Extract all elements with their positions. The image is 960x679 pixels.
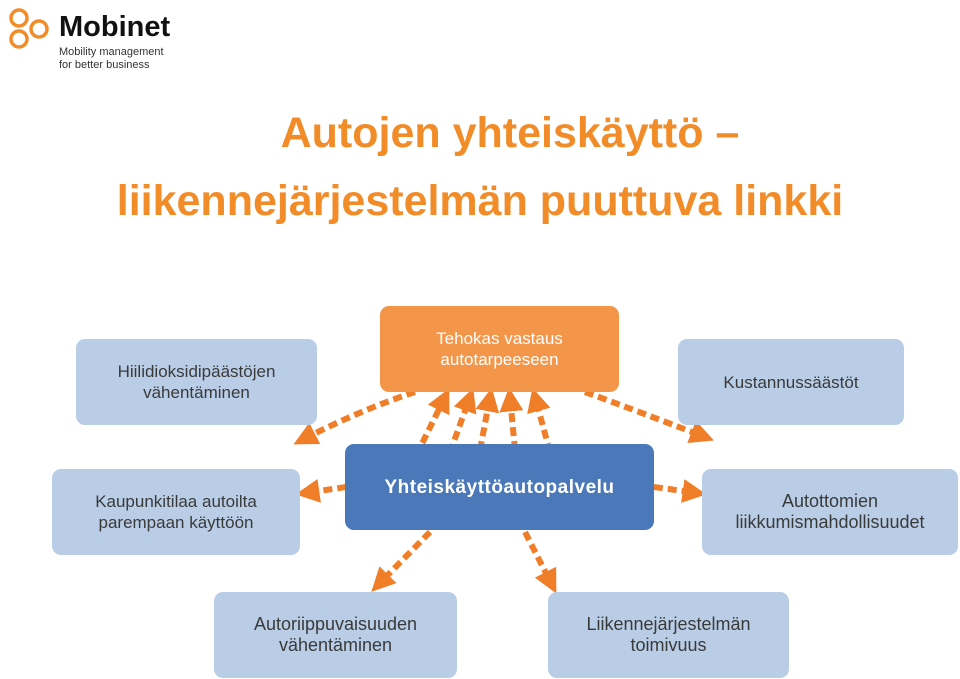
node-autoriippuvaisuus	[214, 592, 457, 678]
title-line-2: liikennejärjestelmän puuttuva linkki	[116, 177, 844, 225]
node-autottomien-label: Autottomien liikkumismahdollisuudet	[735, 491, 925, 532]
node-hiilidioksidi-label: Hiilidioksidipäästöjen vähentäminen	[117, 362, 276, 402]
node-tehokas-vastaus	[380, 306, 619, 392]
node-autoriippuvaisuus-label: Autoriippuvaisuuden vähentäminen	[253, 614, 418, 655]
arrow-to-liikennejarjestelma	[525, 532, 552, 585]
arrow-to-tehokas-3	[480, 397, 490, 450]
node-kaupunkitila-label: Kaupunkitilaa autoilta parempaan käyttöön	[95, 492, 257, 532]
node-kaupunkitila	[52, 469, 300, 555]
node-center-label: Yhteiskäyttöautopalvelu	[384, 477, 615, 498]
node-yhteiskayttoautopalvelu	[345, 444, 654, 530]
node-liikennejarjestelma	[548, 592, 789, 678]
node-hiilidioksidi	[76, 339, 317, 425]
node-kustannussaastot-label: Kustannussäästöt	[723, 372, 859, 392]
node-kustannussaastot	[678, 339, 904, 425]
logo-tagline-line1: Mobility management	[59, 46, 164, 58]
arrow-to-hiilidioksidi	[302, 392, 415, 440]
title-line-1: Autojen yhteiskäyttö –	[280, 109, 740, 157]
node-tehokas-vastaus-label: Tehokas vastaus autotarpeeseen	[436, 329, 563, 369]
node-autottomien	[702, 469, 958, 555]
logo-tagline-line2: for better business	[59, 59, 150, 71]
node-liikennejarjestelma-label: Liikennejärjestelmän toimivuus	[586, 614, 751, 655]
arrow-to-tehokas-4	[510, 397, 515, 450]
arrow-to-autoriippuvaisuus	[378, 532, 430, 585]
logo-name: Mobinet	[59, 11, 171, 43]
